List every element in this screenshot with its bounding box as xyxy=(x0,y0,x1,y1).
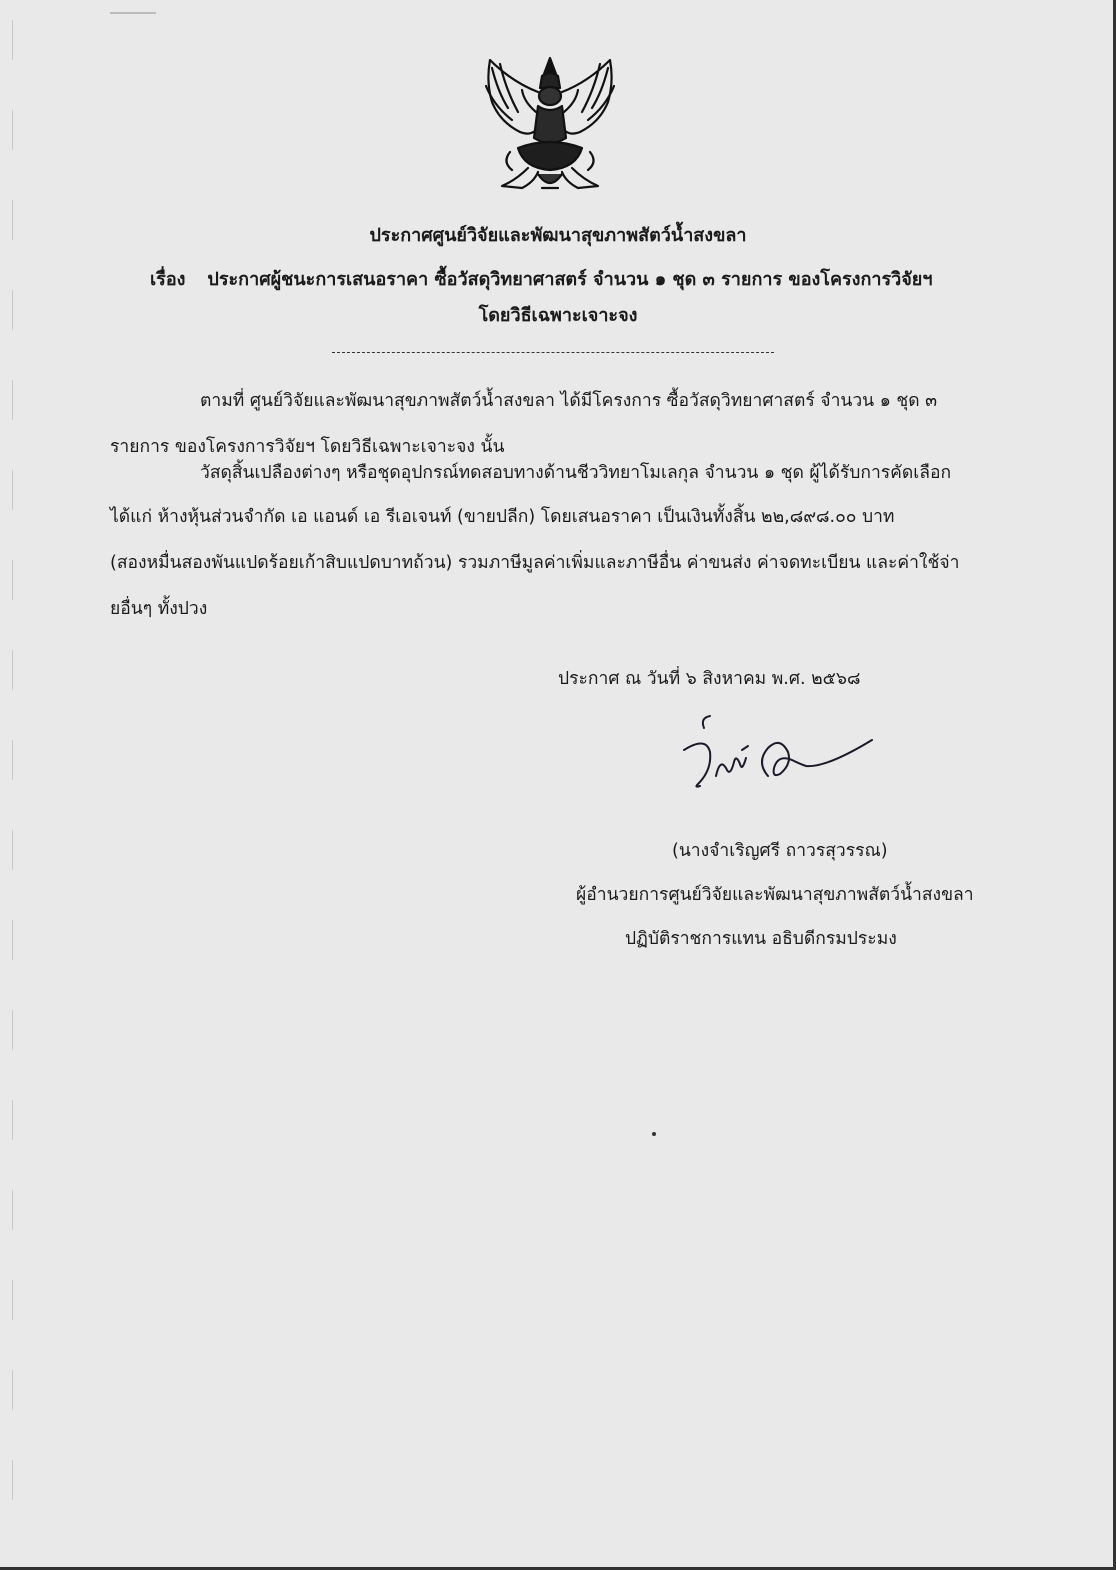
subject-label: เรื่อง xyxy=(150,269,186,290)
subject-text: ประกาศผู้ชนะการเสนอราคา ซื้อวัสดุวิทยาศาสตร์ จำนวน ๑ ชุด ๓ รายการ ของโครงการวิจัยฯ xyxy=(207,269,933,290)
signer-acting: ปฏิบัติราชการแทน อธิบดีกรมประมง xyxy=(625,929,897,949)
garuda-emblem-icon xyxy=(472,52,628,200)
document-title: ประกาศศูนย์วิจัยและพัฒนาสุขภาพสัตว์น้ำสงขลา xyxy=(369,225,747,246)
handwritten-signature xyxy=(676,706,896,802)
subject-line-2: โดยวิธีเฉพาะเจาะจง xyxy=(478,305,638,326)
paragraph-1-line-1: ตามที่ ศูนย์วิจัยและพัฒนาสุขภาพสัตว์น้ำสงขลา ได้มีโครงการ ซื้อวัสดุวิทยาศาสตร์ จำนวน ๑ ชุด ๓ xyxy=(200,391,938,411)
signer-position: ผู้อำนวยการศูนย์วิจัยและพัฒนาสุขภาพสัตว์น้ำสงขลา xyxy=(576,885,974,905)
paragraph-2-line-2: ได้แก่ ห้างหุ้นส่วนจำกัด เอ แอนด์ เอ รีเอเจนท์ (ขายปลีก) โดยเสนอราคา เป็นเงินทั้งสิ้น ๒๒,๘๙๘.๐๐ บาท xyxy=(110,507,895,527)
dashed-divider xyxy=(332,352,774,353)
document-subject xyxy=(150,264,932,293)
scan-speck xyxy=(652,1132,656,1136)
announcement-date: ประกาศ ณ วันที่ ๖ สิงหาคม พ.ศ. ๒๕๖๘ xyxy=(558,669,861,689)
signer-name: (นางจำเริญศรี ถาวรสุวรรณ) xyxy=(672,841,888,861)
scan-artifact-mark xyxy=(110,12,156,14)
paragraph-2-line-3: (สองหมื่นสองพันแปดร้อยเก้าสิบแปดบาทถ้วน) รวมภาษีมูลค่าเพิ่มและภาษีอื่น ค่าขนส่ง ค่าจดทะเบียน และค่าใช้จ่า xyxy=(110,553,960,573)
paragraph-2-line-4: ยอื่นๆ ทั้งปวง xyxy=(110,599,208,619)
paragraph-1-line-2: รายการ ของโครงการวิจัยฯ โดยวิธีเฉพาะเจาะจง นั้น xyxy=(110,437,505,457)
paragraph-2-line-1: วัสดุสิ้นเปลืองต่างๆ หรือชุดอุปกรณ์ทดสอบทางด้านชีววิทยาโมเลกุล จำนวน ๑ ชุด ผู้ได้รับการคัดเลือก xyxy=(200,463,952,483)
